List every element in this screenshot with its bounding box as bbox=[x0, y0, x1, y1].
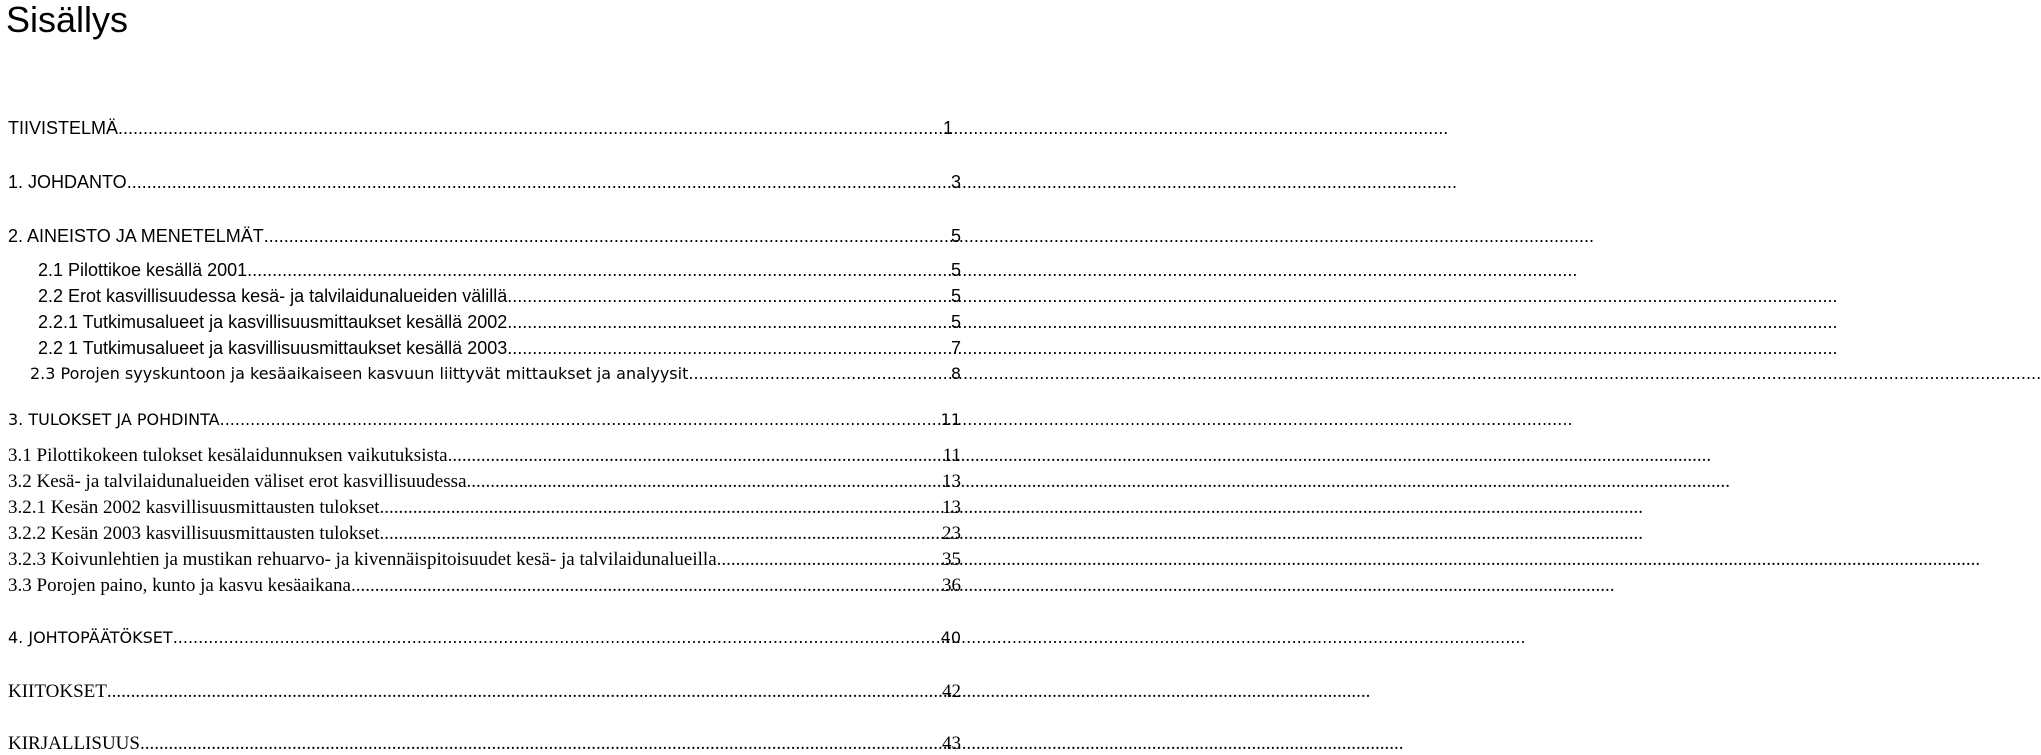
toc-entry-page: 42 bbox=[942, 681, 961, 702]
toc-leader-dots bbox=[247, 259, 949, 281]
toc-entry-label: 4. JOHTOPÄÄTÖKSET bbox=[8, 628, 173, 647]
toc-entry-page: 7 bbox=[950, 338, 961, 358]
toc-entry-3-1[interactable] bbox=[8, 445, 961, 467]
toc-leader-dots bbox=[688, 363, 948, 385]
toc-entry-page: 3 bbox=[950, 172, 961, 192]
toc-entry-page: 13 bbox=[942, 471, 961, 492]
toc-entry-tulokset[interactable] bbox=[8, 409, 961, 431]
toc-leader-dots bbox=[118, 117, 941, 139]
toc-entry-page: 23 bbox=[942, 523, 961, 544]
toc-entry-2-2-1b[interactable] bbox=[38, 337, 961, 359]
toc-entry-label: 3.2.2 Kesän 2003 kasvillisuusmittausten tulokset bbox=[8, 523, 380, 544]
toc-entry-page: 5 bbox=[950, 260, 961, 280]
toc-entry-label: 2.1 Pilottikoe kesällä 2001 bbox=[38, 260, 248, 280]
toc-entry-2-2-1[interactable] bbox=[38, 311, 961, 333]
toc-leader-dots bbox=[140, 733, 940, 755]
toc-entry-page: 40 bbox=[940, 628, 961, 647]
toc-leader-dots bbox=[380, 523, 940, 545]
toc-entry-2-3[interactable] bbox=[30, 363, 961, 385]
toc-entry-3-2-3[interactable] bbox=[8, 549, 961, 571]
toc-entry-page: 1 bbox=[942, 118, 953, 138]
toc-entry-page: 5 bbox=[950, 286, 961, 306]
page-title: Sisällys bbox=[6, 0, 129, 40]
toc-entry-3-3[interactable] bbox=[8, 575, 961, 597]
toc-leader-dots bbox=[107, 681, 940, 703]
toc-entry-label: 3.3 Porojen paino, kunto ja kasvu kesäaikana bbox=[8, 575, 351, 596]
toc-leader-dots bbox=[351, 575, 940, 597]
toc-entry-label: 3.2 Kesä- ja talvilaidunalueiden väliset erot kasvillisuudessa bbox=[8, 471, 467, 492]
toc-entry-3-2-2[interactable] bbox=[8, 523, 961, 545]
toc-leader-dots bbox=[448, 445, 941, 467]
toc-entry-page: 36 bbox=[942, 575, 961, 596]
toc-leader-dots bbox=[507, 337, 949, 359]
toc-entry-label: 2. AINEISTO JA MENETELMÄT bbox=[8, 226, 264, 246]
toc-entry-page: 43 bbox=[942, 733, 961, 754]
toc-entry-page: 11 bbox=[942, 445, 961, 466]
toc-entry-page: 11 bbox=[940, 410, 961, 429]
toc-entry-label: 3. TULOKSET JA POHDINTA bbox=[8, 410, 220, 429]
toc-entry-label: 3.2.3 Koivunlehtien ja mustikan rehuarvo- ja kivennäispitoisuudet kesä- ja talvilaidunalueilla bbox=[8, 549, 717, 570]
toc-entry-johtopaatokset[interactable] bbox=[8, 627, 961, 649]
toc-entry-page: 13 bbox=[942, 497, 961, 518]
toc-entry-3-2-1[interactable] bbox=[8, 497, 961, 519]
toc-entry-label: 1. JOHDANTO bbox=[8, 172, 127, 192]
toc-leader-dots bbox=[127, 171, 949, 193]
toc-leader-dots bbox=[717, 549, 940, 571]
toc-leader-dots bbox=[173, 627, 939, 649]
toc-leader-dots bbox=[380, 497, 940, 519]
toc-entry-tiivistelma[interactable] bbox=[8, 117, 953, 139]
toc-entry-label: 2.2 1 Tutkimusalueet ja kasvillisuusmittaukset kesällä 2003 bbox=[38, 338, 508, 358]
toc-entry-label: 2.2.1 Tutkimusalueet ja kasvillisuusmittaukset kesällä 2002 bbox=[38, 312, 508, 332]
toc-entry-3-2[interactable] bbox=[8, 471, 961, 493]
toc-leader-dots bbox=[264, 225, 949, 247]
toc-leader-dots bbox=[467, 471, 940, 493]
toc-entry-label: KIITOKSET bbox=[8, 681, 107, 702]
toc-entry-page: 5 bbox=[950, 312, 961, 332]
toc-entry-johdanto[interactable] bbox=[8, 171, 961, 193]
toc-entry-aineisto[interactable] bbox=[8, 225, 961, 247]
toc-leader-dots bbox=[507, 285, 949, 307]
toc-entry-label: 3.1 Pilottikokeen tulokset kesälaidunnuksen vaikutuksista bbox=[8, 445, 448, 466]
toc-entry-kiitokset[interactable] bbox=[8, 681, 961, 703]
toc-entry-2-1[interactable] bbox=[38, 259, 961, 281]
toc-entry-page: 5 bbox=[950, 226, 961, 246]
toc-entry-kirjallisuus[interactable] bbox=[8, 733, 961, 755]
toc-entry-label: 2.3 Porojen syyskuntoon ja kesäaikaiseen kasvuun liittyvät mittaukset ja analyysit bbox=[30, 364, 689, 383]
toc-entry-label: TIIVISTELMÄ bbox=[8, 118, 119, 138]
toc-entry-page: 35 bbox=[942, 549, 961, 570]
toc-leader-dots bbox=[220, 409, 939, 431]
toc-leader-dots bbox=[507, 311, 949, 333]
toc-entry-page: 8 bbox=[950, 364, 961, 383]
toc-entry-label: KIRJALLISUUS bbox=[8, 733, 140, 754]
toc-entry-label: 3.2.1 Kesän 2002 kasvillisuusmittausten tulokset bbox=[8, 497, 380, 518]
toc-entry-2-2[interactable] bbox=[38, 285, 961, 307]
toc-entry-label: 2.2 Erot kasvillisuudessa kesä- ja talvilaidunalueiden välillä bbox=[38, 286, 508, 306]
